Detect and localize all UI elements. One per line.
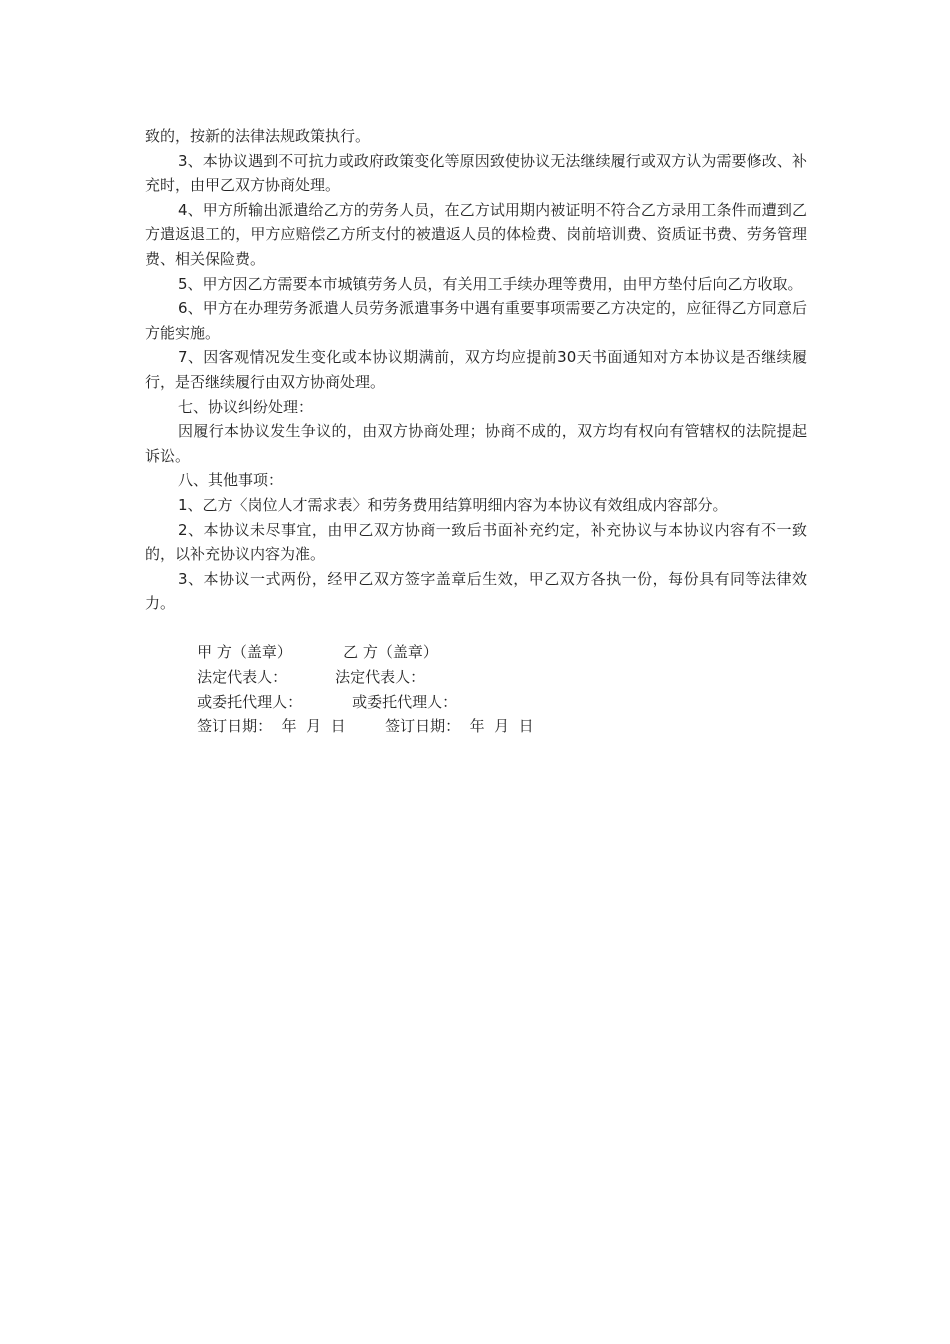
- paragraph-dispute: 因履行本协议发生争议的，由双方协商处理；协商不成的，双方均有权向有管辖权的法院提起诉讼。: [145, 422, 807, 465]
- section-heading-other: 八、其他事项：: [178, 471, 284, 490]
- party-a-seal: 甲 方（盖章）: [197, 643, 292, 662]
- paragraph-continuation: 致的，按新的法律法规政策执行。: [145, 127, 371, 145]
- paragraph-other-2: 2、本协议未尽事宜，由甲乙双方协商一致后书面补充约定，补充协议与本协议内容有不一致的，以补充协议内容为准。: [145, 520, 807, 564]
- paragraph-clause-3: 3、本协议遇到不可抗力或政府政策变化等原因致使协议无法继续履行或双方认为需要修改、补充时，由甲乙双方协商处理。: [145, 151, 807, 195]
- section-heading-dispute: 七、协议纠纷处理：: [178, 397, 314, 416]
- signature-seal-row: [145, 616, 807, 662]
- paragraph-clause-7: 7、因客观情况发生变化或本协议期满前，双方均应提前30天书面通知对方本协议是否继续履行，是否继续履行由双方协商处理。: [145, 348, 807, 391]
- paragraph-other-3: 3、本协议一式两份，经甲乙双方签字盖章后生效，甲乙双方各执一份，每份具有同等法律效力。: [145, 569, 807, 613]
- paragraph-clause-5: 5、甲方因乙方需要本市城镇劳务人员，有关用工手续办理等费用，由甲方垫付后向乙方收取。: [178, 274, 803, 293]
- paragraph-clause-4: 4、甲方所输出派遣给乙方的劳务人员，在乙方试用期内被证明不符合乙方录用工条件而遭到乙方遣返退工的，甲方应赔偿乙方所支付的被遣返人员的体检费、岗前培训费、资质证书费、劳务管理费、相关保险费。: [145, 200, 807, 268]
- party-a-agent: 或委托代理人：: [197, 692, 303, 711]
- party-b-rep: 法定代表人：: [335, 668, 426, 687]
- party-a-date: 签订日期： 年 月 日: [197, 717, 346, 736]
- party-b-seal: 乙 方（盖章）: [343, 643, 438, 662]
- party-b-date: 签订日期： 年 月 日: [385, 717, 534, 736]
- party-a-rep: 法定代表人：: [197, 668, 288, 687]
- paragraph-other-1: 1、乙方〈岗位人才需求表〉和劳务费用结算明细内容为本协议有效组成内容部分。: [178, 495, 728, 514]
- paragraph-clause-6: 6、甲方在办理劳务派遣人员劳务派遣事务中遇有重要事项需要乙方决定的，应征得乙方同意后方能实施。: [145, 299, 807, 342]
- party-b-agent: 或委托代理人：: [352, 692, 458, 711]
- document-page: [145, 124, 807, 736]
